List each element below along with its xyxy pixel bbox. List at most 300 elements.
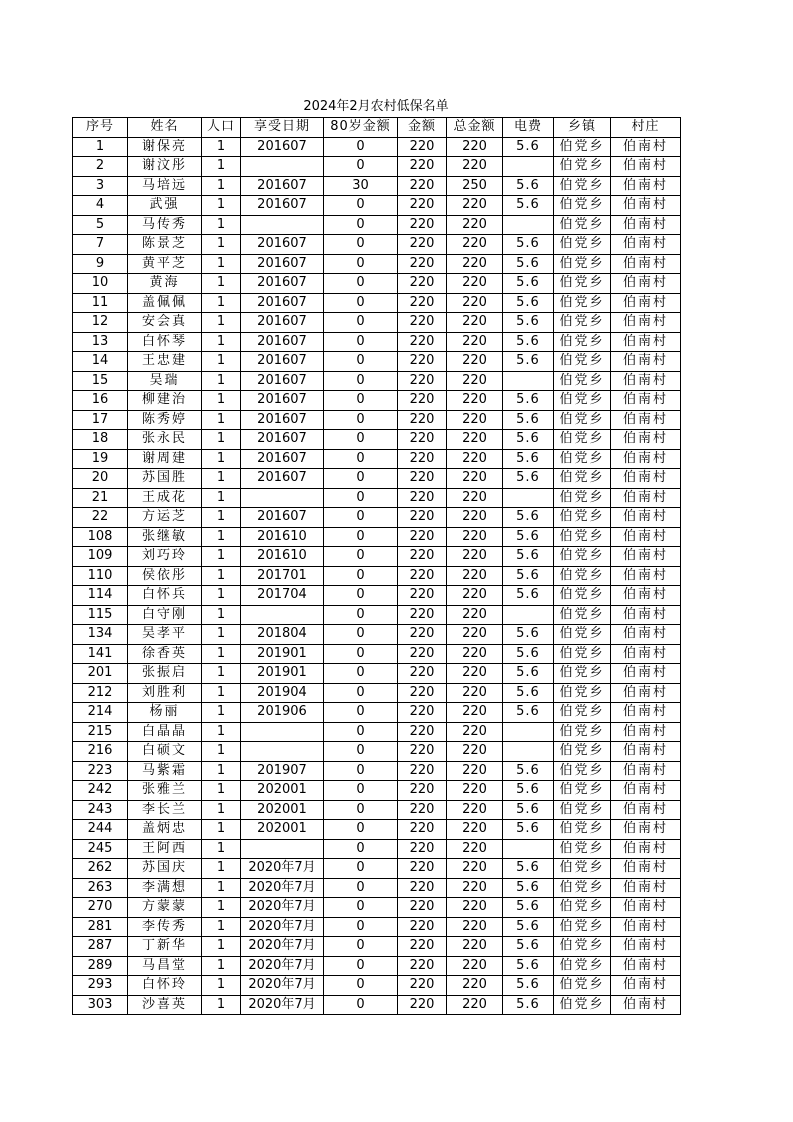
household-size-cell: 1: [202, 781, 241, 801]
township-cell: 伯党乡: [554, 293, 611, 313]
amount-cell: 220: [398, 878, 447, 898]
total-amount-cell: 220: [447, 566, 503, 586]
amount-cell: 220: [398, 781, 447, 801]
electricity-fee-cell: 5.6: [503, 566, 554, 586]
age80-amount-cell: 0: [324, 995, 398, 1015]
name-cell: 王成花: [128, 488, 202, 508]
household-size-cell: 1: [202, 410, 241, 430]
electricity-fee-cell: 5.6: [503, 917, 554, 937]
household-size-cell: 1: [202, 703, 241, 723]
electricity-fee-cell: 5.6: [503, 586, 554, 606]
township-cell: 伯党乡: [554, 254, 611, 274]
household-size-cell: 1: [202, 995, 241, 1015]
header-start-date: 享受日期: [241, 118, 324, 138]
serial-number-cell: 289: [73, 956, 128, 976]
start-date-cell: 201610: [241, 547, 324, 567]
serial-number-cell: 242: [73, 781, 128, 801]
village-cell: 伯南村: [611, 664, 681, 684]
household-size-cell: 1: [202, 488, 241, 508]
age80-amount-cell: 0: [324, 274, 398, 294]
total-amount-cell: 220: [447, 820, 503, 840]
name-cell: 谢周建: [128, 449, 202, 469]
amount-cell: 220: [398, 644, 447, 664]
name-cell: 张雅兰: [128, 781, 202, 801]
township-cell: 伯党乡: [554, 644, 611, 664]
electricity-fee-cell: 5.6: [503, 976, 554, 996]
village-cell: 伯南村: [611, 917, 681, 937]
name-cell: 白怀兵: [128, 586, 202, 606]
electricity-fee-cell: 5.6: [503, 683, 554, 703]
age80-amount-cell: 0: [324, 527, 398, 547]
amount-cell: 220: [398, 527, 447, 547]
age80-amount-cell: 0: [324, 664, 398, 684]
electricity-fee-cell: 5.6: [503, 176, 554, 196]
township-cell: 伯党乡: [554, 508, 611, 528]
name-cell: 张继敏: [128, 527, 202, 547]
name-cell: 苏国胜: [128, 469, 202, 489]
total-amount-cell: 220: [447, 157, 503, 177]
electricity-fee-cell: [503, 215, 554, 235]
table-row: [73, 664, 681, 684]
table-row: [73, 508, 681, 528]
serial-number-cell: 7: [73, 235, 128, 255]
electricity-fee-cell: 5.6: [503, 137, 554, 157]
total-amount-cell: 220: [447, 508, 503, 528]
start-date-cell: [241, 488, 324, 508]
name-cell: 刘巧玲: [128, 547, 202, 567]
age80-amount-cell: 0: [324, 722, 398, 742]
total-amount-cell: 220: [447, 956, 503, 976]
table-row: [73, 878, 681, 898]
name-cell: 谢保亮: [128, 137, 202, 157]
serial-number-cell: 18: [73, 430, 128, 450]
table-row: [73, 937, 681, 957]
name-cell: 陈景芝: [128, 235, 202, 255]
village-cell: 伯南村: [611, 820, 681, 840]
total-amount-cell: 220: [447, 488, 503, 508]
amount-cell: 220: [398, 371, 447, 391]
household-size-cell: 1: [202, 625, 241, 645]
village-cell: 伯南村: [611, 722, 681, 742]
electricity-fee-cell: [503, 742, 554, 762]
village-cell: 伯南村: [611, 527, 681, 547]
household-size-cell: 1: [202, 137, 241, 157]
village-cell: 伯南村: [611, 254, 681, 274]
start-date-cell: 201607: [241, 430, 324, 450]
electricity-fee-cell: 5.6: [503, 352, 554, 372]
age80-amount-cell: 0: [324, 605, 398, 625]
amount-cell: 220: [398, 664, 447, 684]
start-date-cell: 201904: [241, 683, 324, 703]
amount-cell: 220: [398, 254, 447, 274]
total-amount-cell: 220: [447, 605, 503, 625]
amount-cell: 220: [398, 742, 447, 762]
start-date-cell: 202001: [241, 781, 324, 801]
amount-cell: 220: [398, 137, 447, 157]
household-size-cell: 1: [202, 800, 241, 820]
electricity-fee-cell: 5.6: [503, 547, 554, 567]
township-cell: 伯党乡: [554, 898, 611, 918]
amount-cell: 220: [398, 352, 447, 372]
serial-number-cell: 212: [73, 683, 128, 703]
village-cell: 伯南村: [611, 878, 681, 898]
start-date-cell: 201607: [241, 235, 324, 255]
household-size-cell: 1: [202, 313, 241, 333]
header-amount: 金额: [398, 118, 447, 138]
serial-number-cell: 5: [73, 215, 128, 235]
electricity-fee-cell: 5.6: [503, 391, 554, 411]
age80-amount-cell: 0: [324, 683, 398, 703]
name-cell: 武强: [128, 196, 202, 216]
township-cell: 伯党乡: [554, 215, 611, 235]
township-cell: 伯党乡: [554, 176, 611, 196]
amount-cell: 220: [398, 469, 447, 489]
subsistence-allowance-table: [72, 117, 681, 1015]
amount-cell: 220: [398, 176, 447, 196]
total-amount-cell: 220: [447, 586, 503, 606]
total-amount-cell: 220: [447, 235, 503, 255]
serial-number-cell: 21: [73, 488, 128, 508]
age80-amount-cell: 0: [324, 196, 398, 216]
household-size-cell: 1: [202, 605, 241, 625]
township-cell: 伯党乡: [554, 332, 611, 352]
age80-amount-cell: 0: [324, 820, 398, 840]
household-size-cell: 1: [202, 839, 241, 859]
amount-cell: 220: [398, 995, 447, 1015]
start-date-cell: [241, 722, 324, 742]
household-size-cell: 1: [202, 391, 241, 411]
amount-cell: 220: [398, 956, 447, 976]
electricity-fee-cell: 5.6: [503, 625, 554, 645]
amount-cell: 220: [398, 293, 447, 313]
age80-amount-cell: 0: [324, 293, 398, 313]
township-cell: 伯党乡: [554, 664, 611, 684]
electricity-fee-cell: 5.6: [503, 332, 554, 352]
household-size-cell: 1: [202, 508, 241, 528]
total-amount-cell: 220: [447, 644, 503, 664]
table-row: [73, 742, 681, 762]
start-date-cell: 2020年7月: [241, 937, 324, 957]
start-date-cell: 201607: [241, 508, 324, 528]
table-row: [73, 215, 681, 235]
total-amount-cell: 220: [447, 352, 503, 372]
serial-number-cell: 245: [73, 839, 128, 859]
electricity-fee-cell: 5.6: [503, 878, 554, 898]
township-cell: 伯党乡: [554, 391, 611, 411]
header-township: 乡镇: [554, 118, 611, 138]
township-cell: 伯党乡: [554, 605, 611, 625]
amount-cell: 220: [398, 898, 447, 918]
age80-amount-cell: 0: [324, 137, 398, 157]
table-row: [73, 449, 681, 469]
total-amount-cell: 220: [447, 410, 503, 430]
start-date-cell: [241, 157, 324, 177]
name-cell: 马传秀: [128, 215, 202, 235]
name-cell: 侯依彤: [128, 566, 202, 586]
amount-cell: 220: [398, 859, 447, 879]
start-date-cell: 201607: [241, 176, 324, 196]
electricity-fee-cell: 5.6: [503, 508, 554, 528]
amount-cell: 220: [398, 157, 447, 177]
township-cell: 伯党乡: [554, 839, 611, 859]
table-row: [73, 566, 681, 586]
village-cell: 伯南村: [611, 976, 681, 996]
table-row: [73, 235, 681, 255]
household-size-cell: 1: [202, 644, 241, 664]
serial-number-cell: 243: [73, 800, 128, 820]
household-size-cell: 1: [202, 215, 241, 235]
name-cell: 王忠建: [128, 352, 202, 372]
table-row: [73, 469, 681, 489]
start-date-cell: 201607: [241, 352, 324, 372]
township-cell: 伯党乡: [554, 859, 611, 879]
header-electricity-fee: 电费: [503, 118, 554, 138]
household-size-cell: 1: [202, 566, 241, 586]
name-cell: 陈秀婷: [128, 410, 202, 430]
age80-amount-cell: 0: [324, 488, 398, 508]
township-cell: 伯党乡: [554, 820, 611, 840]
name-cell: 黄平芝: [128, 254, 202, 274]
household-size-cell: 1: [202, 469, 241, 489]
total-amount-cell: 220: [447, 293, 503, 313]
table-row: [73, 410, 681, 430]
name-cell: 谢汶彤: [128, 157, 202, 177]
electricity-fee-cell: 5.6: [503, 820, 554, 840]
electricity-fee-cell: 5.6: [503, 644, 554, 664]
household-size-cell: 1: [202, 449, 241, 469]
start-date-cell: 201607: [241, 391, 324, 411]
household-size-cell: 1: [202, 956, 241, 976]
serial-number-cell: 263: [73, 878, 128, 898]
serial-number-cell: 4: [73, 196, 128, 216]
age80-amount-cell: 0: [324, 566, 398, 586]
township-cell: 伯党乡: [554, 937, 611, 957]
village-cell: 伯南村: [611, 274, 681, 294]
amount-cell: 220: [398, 722, 447, 742]
village-cell: 伯南村: [611, 995, 681, 1015]
electricity-fee-cell: 5.6: [503, 898, 554, 918]
electricity-fee-cell: [503, 488, 554, 508]
village-cell: 伯南村: [611, 839, 681, 859]
village-cell: 伯南村: [611, 488, 681, 508]
total-amount-cell: 220: [447, 332, 503, 352]
table-row: [73, 176, 681, 196]
serial-number-cell: 17: [73, 410, 128, 430]
start-date-cell: 201607: [241, 332, 324, 352]
village-cell: 伯南村: [611, 430, 681, 450]
name-cell: 盖炳忠: [128, 820, 202, 840]
household-size-cell: 1: [202, 761, 241, 781]
household-size-cell: 1: [202, 937, 241, 957]
start-date-cell: 201906: [241, 703, 324, 723]
total-amount-cell: 220: [447, 703, 503, 723]
village-cell: 伯南村: [611, 137, 681, 157]
amount-cell: 220: [398, 430, 447, 450]
start-date-cell: 202001: [241, 800, 324, 820]
age80-amount-cell: 0: [324, 313, 398, 333]
electricity-fee-cell: 5.6: [503, 449, 554, 469]
household-size-cell: 1: [202, 293, 241, 313]
village-cell: 伯南村: [611, 469, 681, 489]
table-row: [73, 800, 681, 820]
amount-cell: 220: [398, 235, 447, 255]
name-cell: 盖佩佩: [128, 293, 202, 313]
start-date-cell: [241, 215, 324, 235]
start-date-cell: 201701: [241, 566, 324, 586]
village-cell: 伯南村: [611, 800, 681, 820]
amount-cell: 220: [398, 566, 447, 586]
age80-amount-cell: 0: [324, 508, 398, 528]
start-date-cell: [241, 605, 324, 625]
name-cell: 白晶晶: [128, 722, 202, 742]
serial-number-cell: 13: [73, 332, 128, 352]
township-cell: 伯党乡: [554, 527, 611, 547]
electricity-fee-cell: 5.6: [503, 410, 554, 430]
amount-cell: 220: [398, 937, 447, 957]
township-cell: 伯党乡: [554, 742, 611, 762]
table-row: [73, 293, 681, 313]
table-row: [73, 839, 681, 859]
serial-number-cell: 303: [73, 995, 128, 1015]
total-amount-cell: 220: [447, 391, 503, 411]
village-cell: 伯南村: [611, 566, 681, 586]
serial-number-cell: 9: [73, 254, 128, 274]
name-cell: 杨丽: [128, 703, 202, 723]
village-cell: 伯南村: [611, 332, 681, 352]
start-date-cell: 201610: [241, 527, 324, 547]
serial-number-cell: 214: [73, 703, 128, 723]
total-amount-cell: 220: [447, 449, 503, 469]
village-cell: 伯南村: [611, 898, 681, 918]
age80-amount-cell: 0: [324, 235, 398, 255]
household-size-cell: 1: [202, 371, 241, 391]
age80-amount-cell: 0: [324, 956, 398, 976]
amount-cell: 220: [398, 196, 447, 216]
name-cell: 白怀玲: [128, 976, 202, 996]
total-amount-cell: 220: [447, 898, 503, 918]
electricity-fee-cell: 5.6: [503, 274, 554, 294]
township-cell: 伯党乡: [554, 683, 611, 703]
serial-number-cell: 270: [73, 898, 128, 918]
village-cell: 伯南村: [611, 547, 681, 567]
household-size-cell: 1: [202, 176, 241, 196]
total-amount-cell: 220: [447, 722, 503, 742]
age80-amount-cell: 0: [324, 254, 398, 274]
name-cell: 马昌堂: [128, 956, 202, 976]
name-cell: 徐香英: [128, 644, 202, 664]
age80-amount-cell: 0: [324, 878, 398, 898]
electricity-fee-cell: [503, 371, 554, 391]
total-amount-cell: 250: [447, 176, 503, 196]
name-cell: 张永民: [128, 430, 202, 450]
village-cell: 伯南村: [611, 703, 681, 723]
total-amount-cell: 220: [447, 274, 503, 294]
electricity-fee-cell: 5.6: [503, 995, 554, 1015]
total-amount-cell: 220: [447, 761, 503, 781]
electricity-fee-cell: [503, 605, 554, 625]
name-cell: 方蒙蒙: [128, 898, 202, 918]
table-row: [73, 956, 681, 976]
amount-cell: 220: [398, 586, 447, 606]
age80-amount-cell: 0: [324, 391, 398, 411]
household-size-cell: 1: [202, 683, 241, 703]
table-row: [73, 254, 681, 274]
table-row: [73, 625, 681, 645]
amount-cell: 220: [398, 703, 447, 723]
start-date-cell: 201607: [241, 293, 324, 313]
township-cell: 伯党乡: [554, 371, 611, 391]
start-date-cell: 2020年7月: [241, 956, 324, 976]
name-cell: 方运芝: [128, 508, 202, 528]
name-cell: 马紫霜: [128, 761, 202, 781]
electricity-fee-cell: 5.6: [503, 703, 554, 723]
township-cell: 伯党乡: [554, 761, 611, 781]
age80-amount-cell: 0: [324, 839, 398, 859]
total-amount-cell: 220: [447, 469, 503, 489]
village-cell: 伯南村: [611, 683, 681, 703]
name-cell: 吴瑞: [128, 371, 202, 391]
amount-cell: 220: [398, 391, 447, 411]
amount-cell: 220: [398, 547, 447, 567]
village-cell: 伯南村: [611, 371, 681, 391]
total-amount-cell: 220: [447, 664, 503, 684]
age80-amount-cell: 0: [324, 586, 398, 606]
total-amount-cell: 220: [447, 430, 503, 450]
age80-amount-cell: 30: [324, 176, 398, 196]
total-amount-cell: 220: [447, 742, 503, 762]
table-row: [73, 917, 681, 937]
document-title: 2024年2月农村低保名单: [303, 99, 449, 114]
village-cell: 伯南村: [611, 508, 681, 528]
serial-number-cell: 108: [73, 527, 128, 547]
name-cell: 刘胜利: [128, 683, 202, 703]
serial-number-cell: 19: [73, 449, 128, 469]
name-cell: 苏国庆: [128, 859, 202, 879]
amount-cell: 220: [398, 605, 447, 625]
age80-amount-cell: 0: [324, 371, 398, 391]
serial-number-cell: 134: [73, 625, 128, 645]
electricity-fee-cell: 5.6: [503, 254, 554, 274]
village-cell: 伯南村: [611, 586, 681, 606]
household-size-cell: 1: [202, 430, 241, 450]
serial-number-cell: 114: [73, 586, 128, 606]
household-size-cell: 1: [202, 547, 241, 567]
total-amount-cell: 220: [447, 683, 503, 703]
table-row: [73, 488, 681, 508]
village-cell: 伯南村: [611, 157, 681, 177]
electricity-fee-cell: 5.6: [503, 937, 554, 957]
village-cell: 伯南村: [611, 644, 681, 664]
start-date-cell: 201704: [241, 586, 324, 606]
household-size-cell: 1: [202, 274, 241, 294]
serial-number-cell: 16: [73, 391, 128, 411]
village-cell: 伯南村: [611, 956, 681, 976]
village-cell: 伯南村: [611, 176, 681, 196]
total-amount-cell: 220: [447, 800, 503, 820]
household-size-cell: 1: [202, 878, 241, 898]
table-row: [73, 332, 681, 352]
name-cell: 丁新华: [128, 937, 202, 957]
total-amount-cell: 220: [447, 995, 503, 1015]
village-cell: 伯南村: [611, 449, 681, 469]
serial-number-cell: 141: [73, 644, 128, 664]
serial-number-cell: 287: [73, 937, 128, 957]
table-row: [73, 683, 681, 703]
village-cell: 伯南村: [611, 410, 681, 430]
serial-number-cell: 216: [73, 742, 128, 762]
start-date-cell: 2020年7月: [241, 859, 324, 879]
total-amount-cell: 220: [447, 937, 503, 957]
